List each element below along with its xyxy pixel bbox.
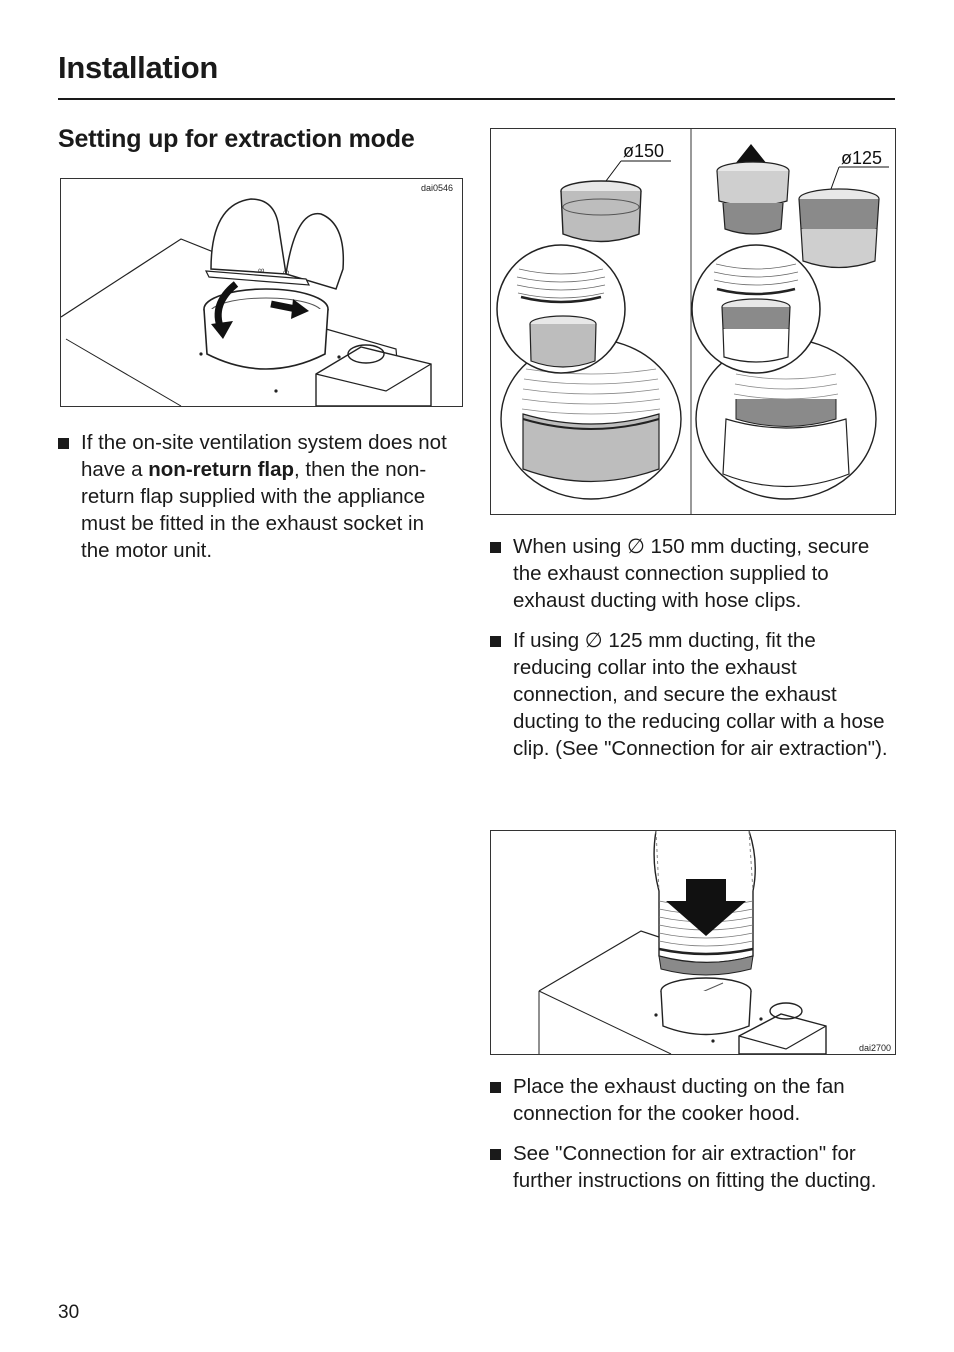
figure-collars <box>490 128 896 515</box>
bullet-square <box>490 1149 501 1160</box>
left-instructions <box>58 429 458 577</box>
label-diameter-150: ø150 <box>623 141 665 161</box>
list-item <box>490 533 895 614</box>
flap-illustration <box>61 179 462 406</box>
figure-non-return-flap <box>60 178 463 407</box>
list-item <box>490 1140 895 1194</box>
list-item-text: Place the exhaust ducting on the fan connection for the cooker hood. <box>513 1075 845 1125</box>
svg-text:∞: ∞ <box>258 265 265 275</box>
list-item <box>490 1073 895 1127</box>
collars-illustration <box>491 129 895 514</box>
list-item-text: See "Connection for air extraction" for further instructions on fitting the ducting. <box>513 1142 877 1192</box>
bullet-square <box>490 1082 501 1093</box>
figure-ducting-label: dai2700 <box>859 1043 892 1053</box>
right-instructions-top <box>490 533 895 775</box>
right-instructions-bottom <box>490 1073 895 1207</box>
bullet-square <box>58 438 69 449</box>
bullet-square <box>490 542 501 553</box>
section-title: Setting up for extraction mode <box>58 125 415 153</box>
svg-text:∞: ∞ <box>283 267 290 277</box>
list-item-text-before: If the on-site ventilation system does not have a <box>81 431 447 481</box>
heading-rule <box>58 98 895 100</box>
figure-ducting-placement <box>490 830 896 1055</box>
list-item <box>58 429 458 564</box>
list-item-bold: non-return flap <box>148 458 295 481</box>
page-number: 30 <box>58 1302 80 1323</box>
list-item-text: When using ∅ 150 mm ducting, secure the exhaust connection supplied to exhaust ducting with hose clips. <box>513 535 870 612</box>
list-item-text: If using ∅ 125 mm ducting, fit the reducing collar into the exhaust connection, and secure the exhaust ducting to the reducing collar with a hose clip. (See "Connection for air extraction"). <box>513 629 888 760</box>
list-item <box>490 627 895 762</box>
ducting-illustration <box>491 831 895 1054</box>
figure-flap-label: dai0546 <box>421 183 454 193</box>
label-diameter-125: ø125 <box>841 148 883 168</box>
list-item-text-after: , then the non-return flap supplied with the appliance must be fitted in the exhaust socket in the motor unit. <box>81 458 427 562</box>
bullet-square <box>490 636 501 647</box>
page-title: Installation <box>58 50 219 85</box>
